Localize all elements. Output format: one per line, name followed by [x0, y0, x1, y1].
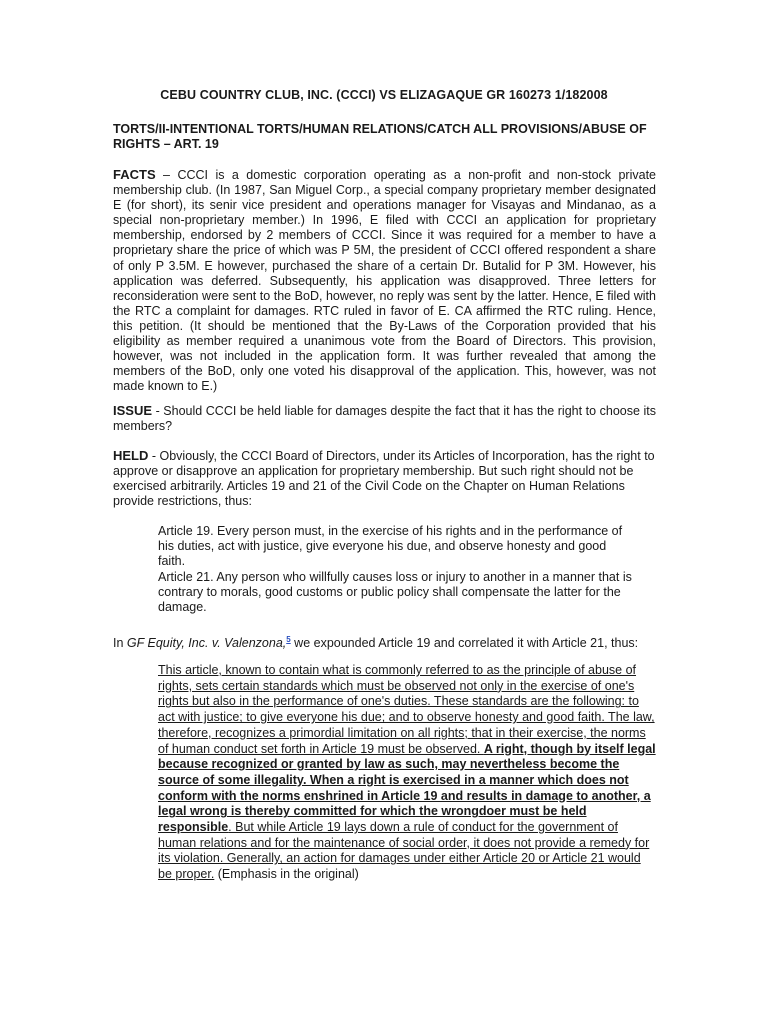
quoted-excerpt — [158, 663, 658, 883]
case-citation: GF Equity, Inc. v. Valenzona, — [126, 636, 287, 651]
held-text: - Obviously, the CCCI Board of Directors, under its Articles of Incorporation, has the right to approve or disapprove an application for proprietary membership. But such right should not be exercised arbitrarily. Articles 19 and 21 of the Civil Code on the Chapter on Human Relations provide restrictions, thus: — [113, 449, 655, 509]
issue-label: ISSUE — [113, 403, 153, 418]
footnote-link[interactable]: 5 — [286, 635, 291, 644]
excerpt-part-2: . But while Article 19 lays down a rule of conduct for the government of human relations and for the maintenance of social order, it does not provide a remedy for its violation. Generally, an action for damages under either Article 20 or Article 21 would be proper. — [158, 820, 650, 882]
case-topic: TORTS/II-INTENTIONAL TORTS/HUMAN RELATIONS/CATCH ALL PROVISIONS/ABUSE OF RIGHTS – ART. 19 — [113, 122, 647, 151]
held-paragraph — [113, 448, 656, 509]
article-21-quote: Article 21. Any person who willfully causes loss or injury to another in a manner that is contrary to morals, good customs or public policy shall compensate the latter for the damage. — [158, 570, 632, 615]
held-label: HELD — [113, 448, 149, 463]
excerpt-emphasis: A right, though by itself legal because recognized or granted by law as such, may nevertheless become the source of some illegality. When a right is exercised in a manner which does not conform with the norms enshrined in Article 19 and results in damage to another, a legal wrong is thereby committed for which the wrongdoer must be held responsible — [158, 741, 656, 835]
gf-post: we expounded Article 19 and correlated it with Article 21, thus: — [290, 636, 639, 651]
facts-label: FACTS — [113, 167, 156, 182]
issue-paragraph — [113, 403, 656, 434]
excerpt-tail: (Emphasis in the original) — [214, 867, 359, 882]
excerpt-part-1: This article, known to contain what is commonly referred to as the principle of abuse of rights, sets certain standards which must be observed not only in the exercise of one's rights but also in the performance of one's duties. These standards are the following: to act with justice; to give everyone his due; and to observe honesty and good faith. The law, therefore, recognizes a primordial limitation on all rights; that in their exercise, the norms of human conduct set forth in Article 19 must be observed. — [158, 663, 655, 756]
facts-text: – CCCI is a domestic corporation operating as a non-profit and non-stock private membership club. (In 1987, San Miguel Corp., a special company proprietary member designated E (for short), its senir vice president and operations manager for Visayas and Mindanao, as a special non-proprietary member.) In 1996, E filed with CCCI an application for proprietary membership, endorsed by 2 members of CCCI. Since it was required for a member to have a proprietary share the price of which was P 5M, the president of CCCI offered respondent a share of only P 3.5M. E however, purchased the share of a certain Dr. Butalid for P 3M. However, his application was deferred. Subsequently, his application was disapproved. Three letters for reconsideration were sent to the BoD, however, no reply was sent by the latter. Hence, E filed with the RTC a complaint for damages. RTC ruled in favor of E. CA affirmed the RTC ruling. Hence, this petition. (It should be mentioned that the By-Laws of the Corporation provided that his eligibility as member required a unanimous vote from the Board of Directors. This provision, however, was not included in the application form. It was further revealed that among the members of the BoD, only one voted his disapproval of the application. This, however, was not made known to E.) — [113, 168, 656, 394]
facts-paragraph — [113, 167, 656, 394]
issue-text: - Should CCCI be held liable for damages despite the fact that it has the right to choose its members? — [113, 404, 656, 434]
case-title: CEBU COUNTRY CLUB, INC. (CCCI) VS ELIZAGAQUE GR 160273 1/182008 — [160, 88, 608, 102]
article-19-quote: Article 19. Every person must, in the exercise of his rights and in the performance of his duties, act with justice, give everyone his due, and observe honesty and good faith. — [158, 524, 623, 569]
gf-equity-paragraph — [113, 632, 656, 651]
gf-pre: In — [113, 636, 127, 651]
